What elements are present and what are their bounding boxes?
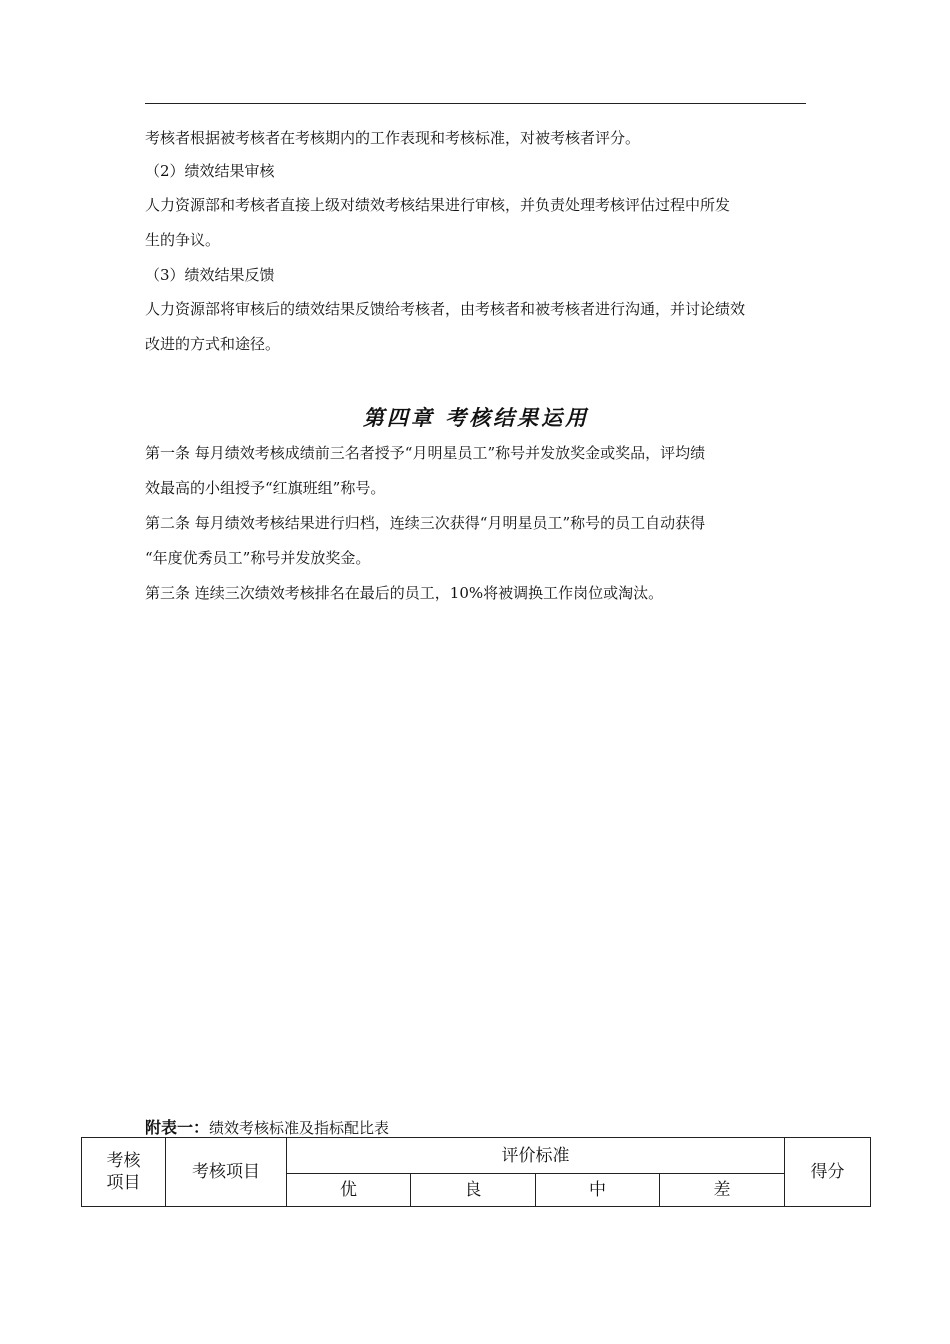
appendix-caption: [145, 1115, 389, 1138]
subheading-review: （2）绩效结果审核: [145, 162, 275, 180]
grade-average: 中: [536, 1174, 660, 1207]
grade-poor: 差: [660, 1174, 785, 1207]
article-1-cont: 效最高的小组授予“红旗班组”称号。: [145, 479, 386, 497]
appendix-title: 绩效考核标准及指标配比表: [209, 1119, 390, 1137]
paragraph: 考核者根据被考核者在考核期内的工作表现和考核标准，对被考核者评分。: [145, 129, 641, 147]
header-rule: [145, 103, 806, 104]
article-3: 第三条 连续三次绩效考核排名在最后的员工，10%将被调换工作岗位或淘汰。: [145, 584, 664, 602]
chapter-title: 第四章 考核结果运用: [362, 405, 590, 430]
header-criteria: 评价标准: [287, 1138, 785, 1174]
header-col1-label: 考核项目: [106, 1151, 141, 1193]
paragraph: 人力资源部和考核者直接上级对绩效考核结果进行审核，并负责处理考核评估过程中所发: [145, 196, 731, 214]
appendix-label: 附表一：: [145, 1118, 210, 1137]
header-score: 得分: [785, 1138, 871, 1207]
article-2: 第二条 每月绩效考核结果进行归档，连续三次获得“月明星员工”称号的员工自动获得: [145, 514, 706, 532]
header-col1: [82, 1138, 166, 1207]
paragraph: 改进的方式和途径。: [145, 335, 281, 353]
article-2-cont: “年度优秀员工”称号并发放奖金。: [145, 549, 371, 567]
evaluation-table: [81, 1137, 871, 1207]
paragraph: 人力资源部将审核后的绩效结果反馈给考核者，由考核者和被考核者进行沟通，并讨论绩效: [145, 300, 746, 318]
grade-good: 良: [411, 1174, 536, 1207]
subheading-feedback: （3）绩效结果反馈: [145, 266, 275, 284]
article-1: 第一条 每月绩效考核成绩前三名者授予“月明星员工”称号并发放奖金或奖品，评均绩: [145, 444, 706, 462]
header-col2: 考核项目: [166, 1138, 287, 1207]
grade-excellent: 优: [287, 1174, 411, 1207]
paragraph: 生的争议。: [145, 231, 221, 249]
